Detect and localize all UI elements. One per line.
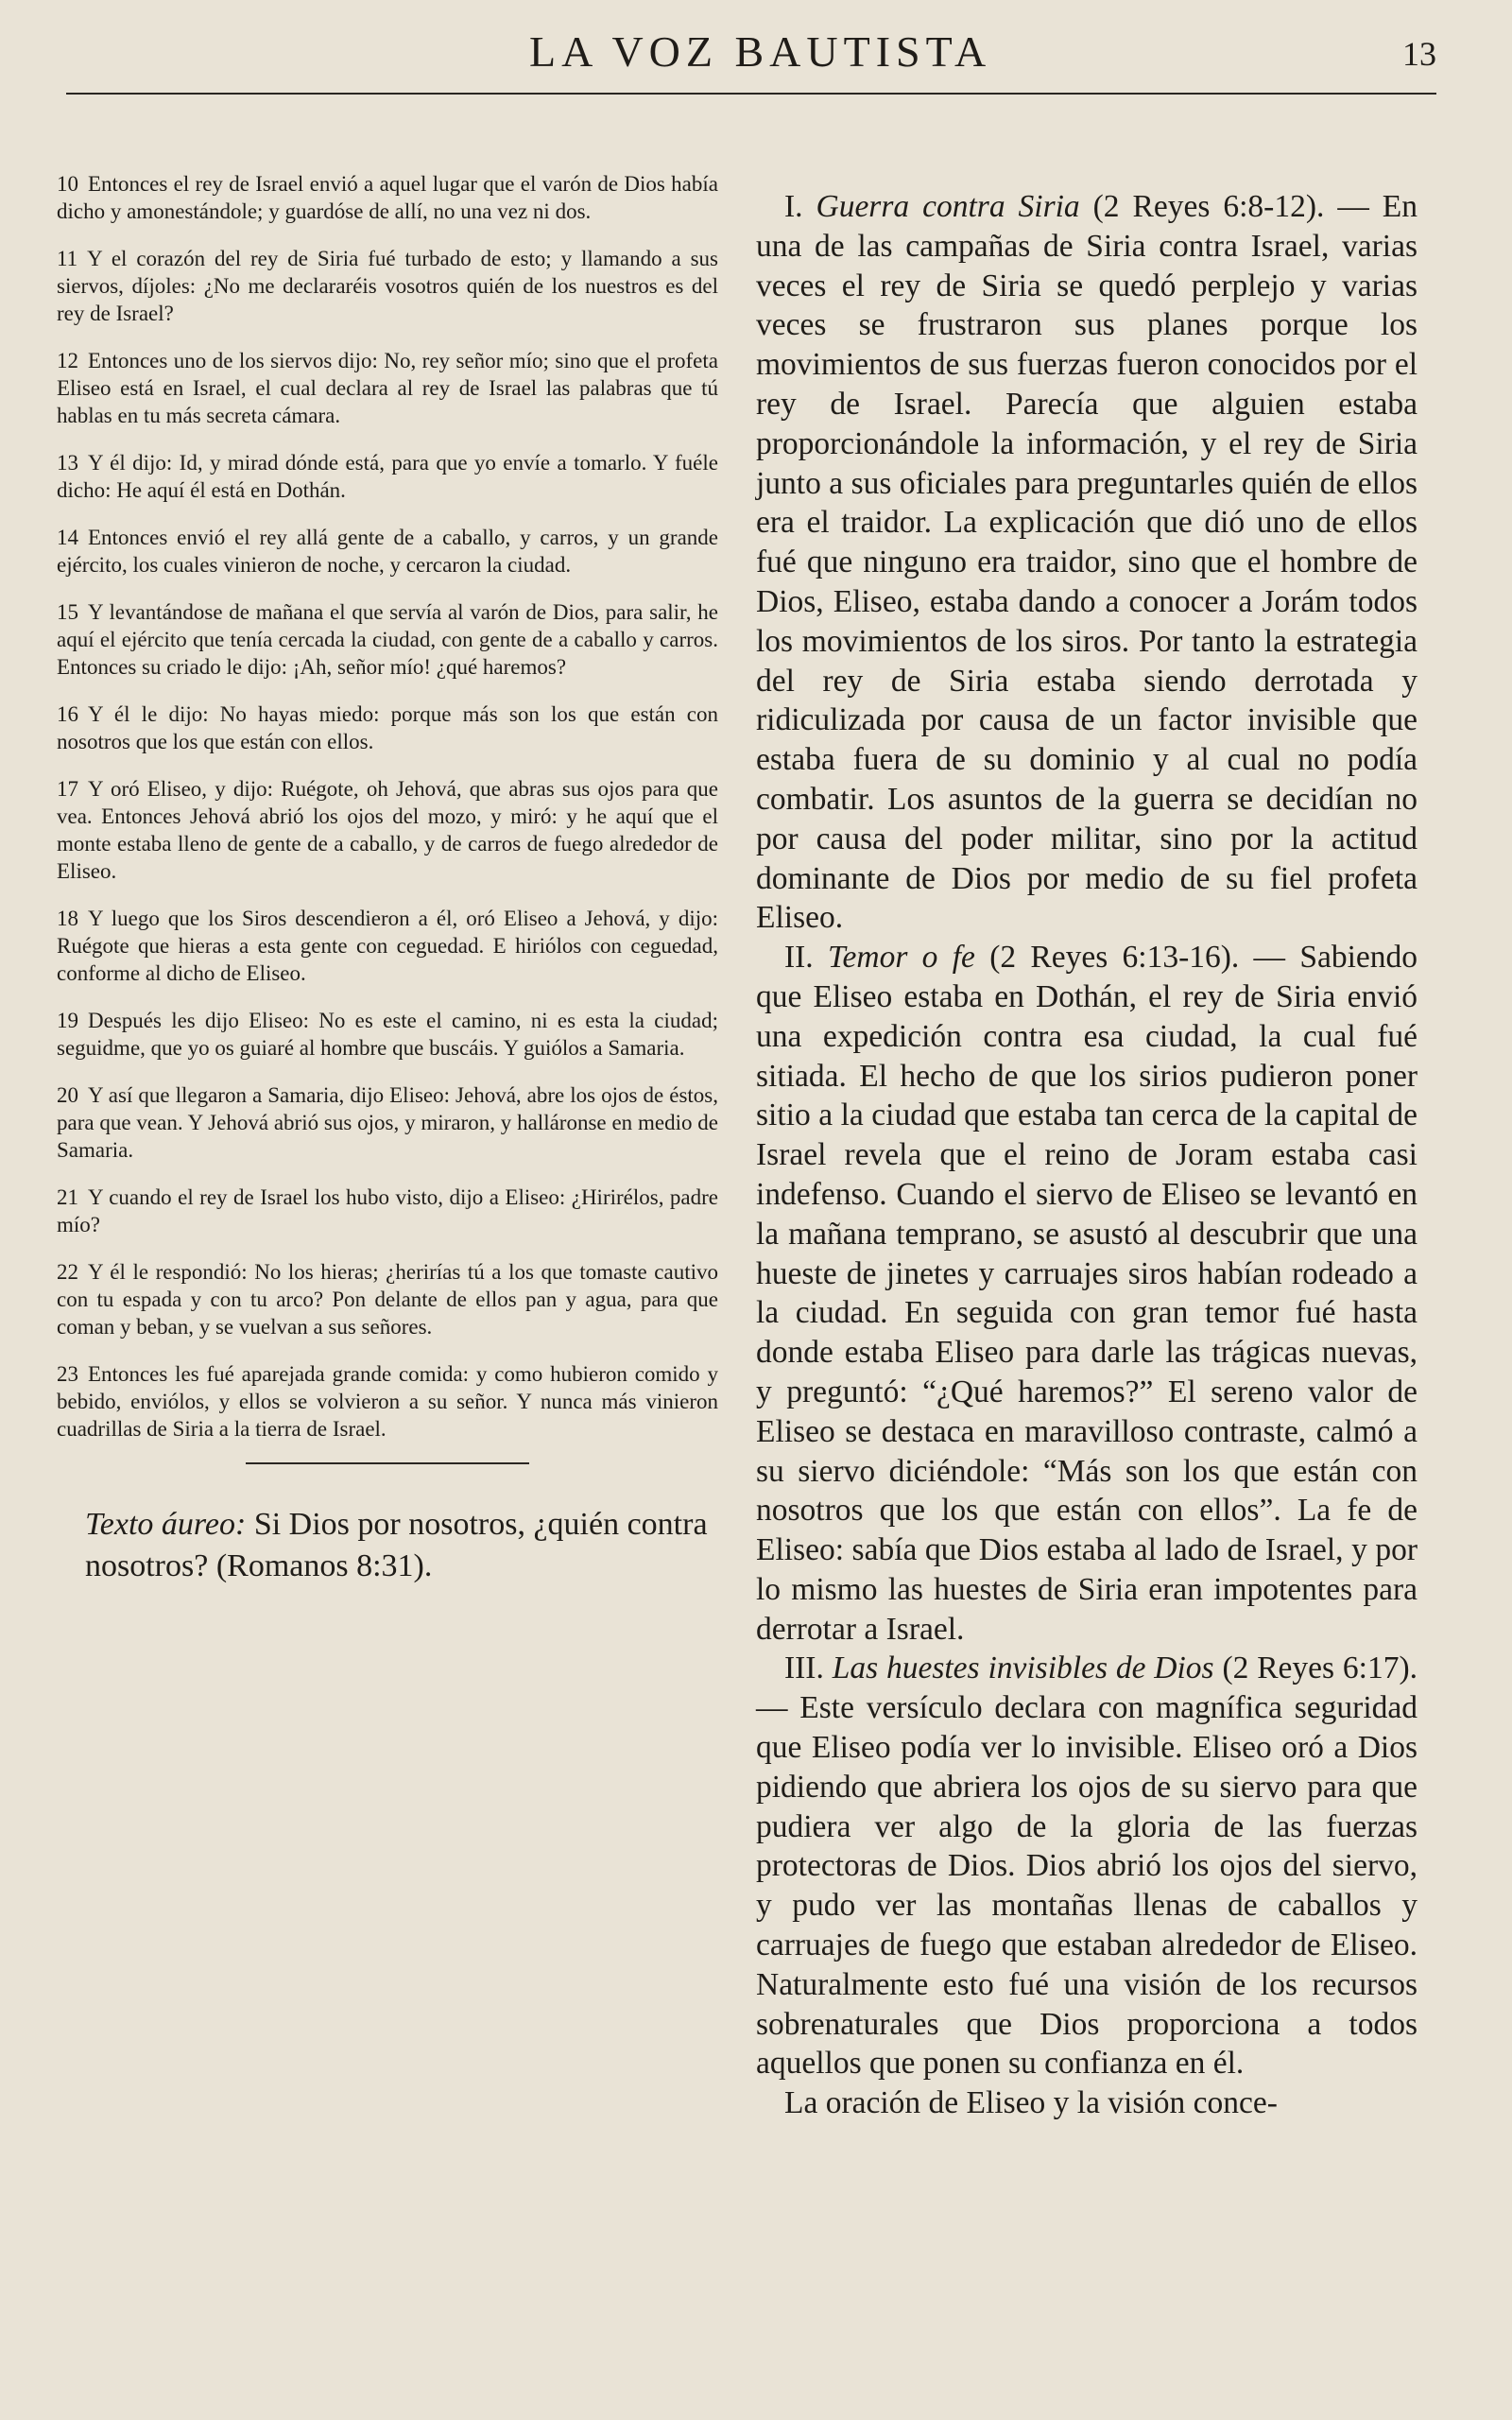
verse-text: Y él dijo: Id, y mirad dónde está, para que yo envíe a tomarlo. Y fuéle dicho: He aquí él está en Dothán. <box>57 451 718 502</box>
verse-number: 13 <box>57 451 78 475</box>
verse-text: Entonces envió el rey allá gente de a caballo, y carros, y un grande ejército, los cuales vinieron de noche, y cercaron la ciudad. <box>57 526 718 577</box>
commentary-column <box>756 187 1418 2123</box>
verse-text: Y el corazón del rey de Siria fué turbado de esto; y llamando a sus siervos, díjoles: ¿No me declararéis vosotros quién de los nuestros es del rey de Israel? <box>57 247 718 325</box>
section-heading: Temor o fe <box>827 940 975 976</box>
verse-number: 18 <box>57 907 78 930</box>
verse-12 <box>57 347 718 429</box>
header-rule <box>66 93 1436 95</box>
verse-number: 10 <box>57 172 78 196</box>
verse-10 <box>57 170 718 225</box>
verse-17 <box>57 775 718 885</box>
section-heading: Las huestes invisibles de Dios <box>832 1651 1214 1686</box>
verse-14 <box>57 524 718 579</box>
verse-16 <box>57 700 718 755</box>
verse-11 <box>57 245 718 327</box>
verse-number: 12 <box>57 349 78 372</box>
verse-text: Y luego que los Siros descendieron a él, oró Eliseo a Jehová, y dijo: Ruégote que hieras a esta gente con ceguedad. E hiriólos con ceguedad, conforme al dicho de Eliseo. <box>57 907 718 985</box>
section-text: (2 Reyes 6:13-16). — Sabiendo que Eliseo estaba en Dothán, el rey de Siria envió una expedición contra esa ciudad, la cual fué sitiada. El hecho de que los sirios pudieron poner sitio a la ciudad que estaba tan cerca de la capital de Israel revela que el reino de Joram estaba casi indefenso. Cuando el siervo de Eliseo se levantó en la mañana temprano, se asustó al descubrir que una hueste de jinetes y carruajes siros habían rodeado a la ciudad. En seguida con gran temor fué hasta donde estaba Eliseo para darle las trágicas nuevas, y preguntó: “¿Qué haremos?” El sereno valor de Eliseo se destaca en maravilloso contraste, calmó a su siervo diciéndole: “Más son los que están con nosotros que los que están con ellos”. La fe de Eliseo: sabía que Dios estaba al lado de Israel, y por lo mismo las huestes de Siria eran impotentes para derrotar a Israel. <box>756 940 1418 1647</box>
section-numeral: II. <box>784 940 814 976</box>
verse-number: 21 <box>57 1185 78 1209</box>
commentary-section-3 <box>756 1649 1418 2083</box>
verse-15 <box>57 598 718 681</box>
golden-text <box>57 1504 718 1587</box>
section-heading: Guerra contra Siria <box>816 189 1080 224</box>
verse-number: 23 <box>57 1362 78 1386</box>
verse-18 <box>57 905 718 987</box>
verse-text: Y él le dijo: No hayas miedo: porque más son los que están con nosotros que los que están con ellos. <box>57 702 718 753</box>
page-number: 13 <box>1402 35 1436 73</box>
section-numeral: I. <box>784 189 803 224</box>
verse-22 <box>57 1258 718 1340</box>
verse-number: 19 <box>57 1009 78 1032</box>
verse-21 <box>57 1184 718 1238</box>
section-divider <box>246 1462 529 1464</box>
verse-23 <box>57 1360 718 1443</box>
scripture-column <box>57 170 718 1619</box>
verse-number: 16 <box>57 702 78 726</box>
verse-number: 17 <box>57 777 78 801</box>
verse-text: Entonces el rey de Israel envió a aquel lugar que el varón de Dios había dicho y amonestándole; y guardóse de allí, no una vez ni dos. <box>57 172 718 223</box>
verse-text: Y él le respondió: No los hieras; ¿herirías tú a los que tomaste cautivo con tu espada y con tu arco? Pon delante de ellos pan y agua, para que coman y beban, y se vuelvan a sus señores. <box>57 1260 718 1339</box>
verse-20 <box>57 1081 718 1164</box>
commentary-section-2 <box>756 938 1418 1649</box>
section-text: (2 Reyes 6:8-12). — En una de las campañas de Siria contra Israel, varias veces el rey de Siria se quedó perplejo y varias veces se frustraron sus planes porque los movimientos de sus fuerzas fueron conocidos por el rey de Israel. Parecía que alguien estaba proporcionándole la información, y el rey de Siria junto a sus oficiales para preguntarles quién de ellos era el traidor. La explicación que dió uno de ellos fué que ninguno era traidor, sino que el hombre de Dios, Eliseo, estaba dando a conocer a Jorám todos los movimientos de los siros. Por tanto la estrategia del rey de Siria estaba siendo derrotada y ridiculizada por causa de un factor invisible que estaba fuera de su dominio y al cual no podía combatir. Los asuntos de la guerra se decidían no por causa del poder militar, sino por la actitud dominante de Dios por medio de su fiel profeta Eliseo. <box>756 189 1418 936</box>
verse-text: Entonces les fué aparejada grande comida: y como hubieron comido y bebido, enviólos, y ellos se volvieron a su señor. Y nunca más vinieron cuadrillas de Siria a la tierra de Israel. <box>57 1362 718 1441</box>
verse-13 <box>57 449 718 504</box>
verse-number: 11 <box>57 247 78 270</box>
section-numeral: III. <box>784 1651 824 1686</box>
verse-text: Después les dijo Eliseo: No es este el camino, ni es esta la ciudad; seguidme, que yo os guiaré al hombre que buscáis. Y guiólos a Samaria. <box>57 1009 718 1060</box>
verse-text: Y levantándose de mañana el que servía al varón de Dios, para salir, he aquí el ejército que tenía cercada la ciudad, con gente de a caballo y carros. Entonces su criado le dijo: ¡Ah, señor mío! ¿qué haremos? <box>57 600 718 679</box>
verse-text: Y así que llegaron a Samaria, dijo Eliseo: Jehová, abre los ojos de éstos, para que vean. Y Jehová abrió sus ojos, y miraron, y halláronse en medio de Samaria. <box>57 1083 718 1162</box>
verse-19 <box>57 1007 718 1062</box>
verse-text: Y cuando el rey de Israel los hubo visto, dijo a Eliseo: ¿Hirirélos, padre mío? <box>57 1185 718 1236</box>
verse-number: 14 <box>57 526 78 549</box>
verse-number: 20 <box>57 1083 78 1107</box>
golden-text-label: Texto áureo: <box>85 1507 247 1542</box>
commentary-closing: La oración de Eliseo y la visión conce- <box>784 2085 1278 2121</box>
verse-number: 15 <box>57 600 78 624</box>
page-header <box>66 21 1436 96</box>
golden-text-body: Si Dios por nosotros, ¿quién contra nosotros? (Romanos 8:31). <box>85 1507 708 1583</box>
verse-text: Entonces uno de los siervos dijo: No, rey señor mío; sino que el profeta Eliseo está en Israel, el cual declara al rey de Israel las palabras que tú hablas en tu más secreta cámara. <box>57 349 718 427</box>
verse-number: 22 <box>57 1260 78 1284</box>
verse-text: Y oró Eliseo, y dijo: Ruégote, oh Jehová, que abras sus ojos para que vea. Entonces Jehová abrió los ojos del mozo, y miró: y he aquí que el monte estaba lleno de gente de a caballo, y de carros de fuego alrededor de Eliseo. <box>57 777 718 883</box>
section-text: (2 Reyes 6:17). — Este versículo declara con magnífica seguridad que Eliseo podía ver lo invisible. Eliseo oró a Dios pidiendo que abriera los ojos de su siervo para que pudiera ver algo de la gloria de las fuerzas protectoras de Dios. Dios abrió los ojos del siervo, y pudo ver las montañas llenas de caballos y carruajes de fuego que estaban alrededor de Eliseo. Naturalmente esto fué una visión de los recursos sobrenaturales que Dios proporciona a todos aquellos que ponen su confianza en él. <box>756 1651 1418 2082</box>
journal-title: LA VOZ BAUTISTA <box>529 27 992 76</box>
commentary-section-1 <box>756 187 1418 938</box>
